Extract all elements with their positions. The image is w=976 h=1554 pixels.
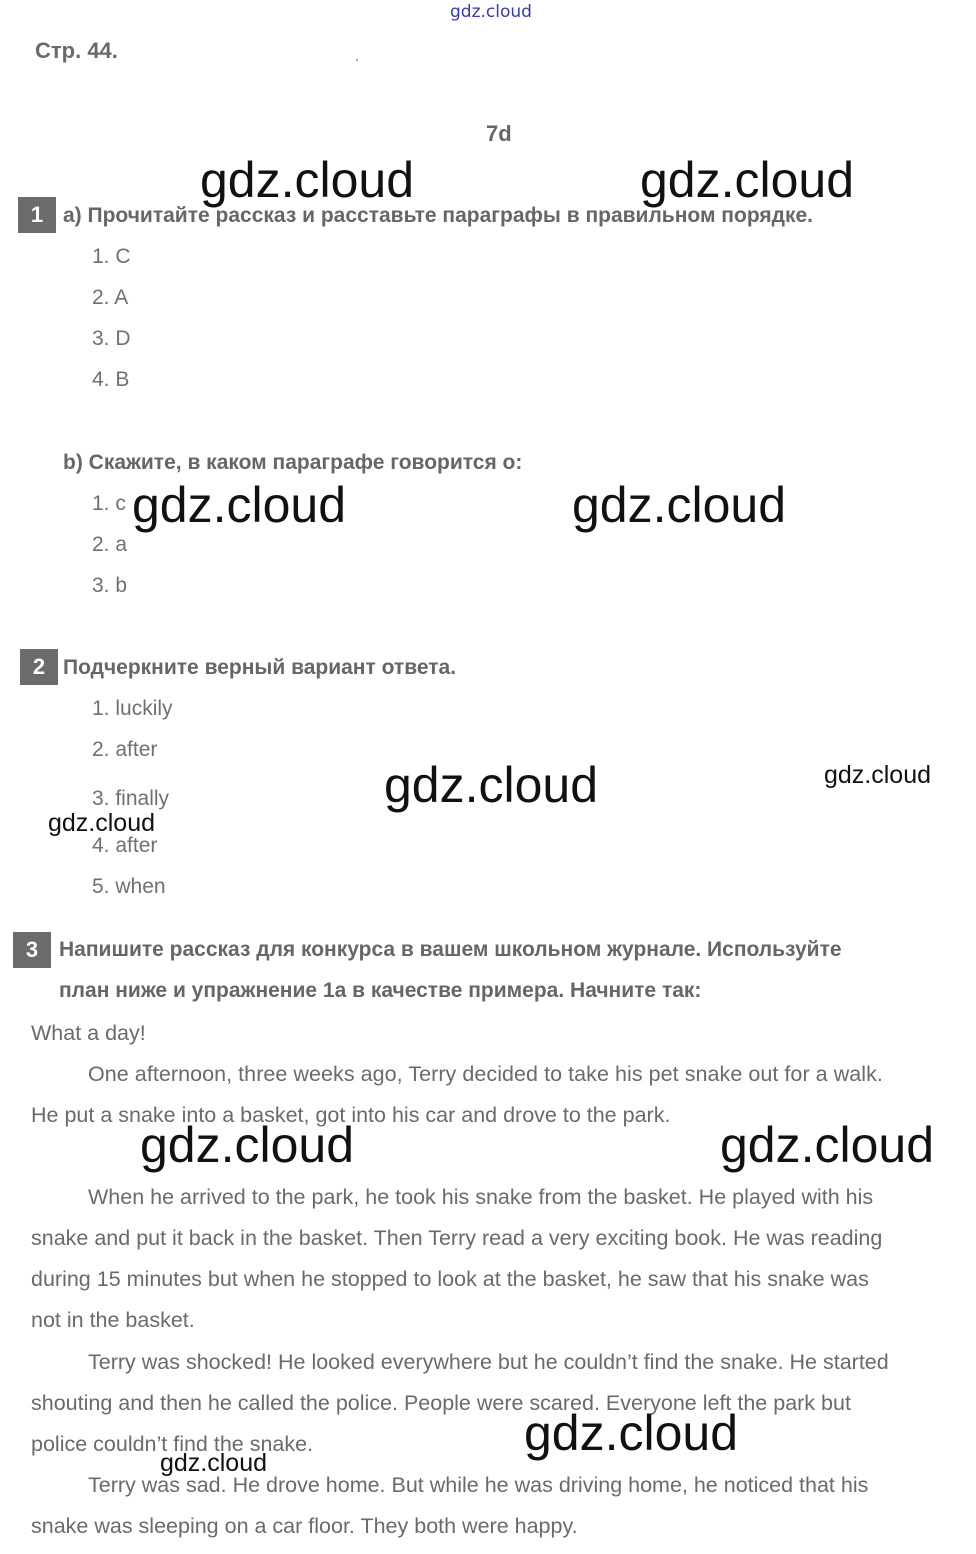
story-line: Terry was shocked! He looked everywhere but he couldn’t find the snake. He started [88, 1350, 889, 1374]
watermark: gdz.cloud [200, 152, 415, 208]
task3-instruction-line: план ниже и упражнение 1а в качестве примера. Начните так: [59, 979, 702, 1002]
task2-answer: 3. finally [92, 787, 170, 810]
story-line: snake was sleeping on a car floor. They both were happy. [31, 1514, 578, 1538]
task1b-answer: 3. b [92, 574, 128, 597]
task3-number-badge: 3 [13, 932, 51, 968]
task2-answer: 4. after [92, 834, 158, 857]
watermark: gdz.cloud [572, 477, 787, 533]
watermark: gdz.cloud [824, 761, 932, 789]
story-line: snake and put it back in the basket. Then Terry read a very exciting book. He was reading [31, 1226, 883, 1250]
story-line: during 15 minutes but when he stopped to look at the basket, he saw that his snake was [31, 1267, 869, 1291]
watermark: gdz.cloud [132, 477, 347, 533]
task2-number-badge: 2 [20, 649, 58, 685]
task1a-answer: 3. D [92, 327, 131, 350]
task1b-instruction: b) Скажите, в каком параграфе говорится о: [63, 451, 523, 474]
story-line: One afternoon, three weeks ago, Terry decided to take his pet snake out for a walk. [88, 1062, 883, 1086]
task2-answer: 5. when [92, 875, 166, 898]
watermark: gdz.cloud [384, 757, 599, 813]
story-line: Terry was sad. He drove home. But while he was driving home, he noticed that his [88, 1473, 869, 1497]
task2-instruction: Подчеркните верный вариант ответа. [63, 656, 457, 679]
watermark: gdz.cloud [48, 809, 156, 837]
story-line: not in the basket. [31, 1308, 195, 1332]
task1a-answer: 4. B [92, 368, 130, 391]
story-line: police couldn’t find the snake. [31, 1432, 314, 1456]
watermark: gdz.cloud [720, 1117, 935, 1173]
task1a-answer: 2. A [92, 286, 129, 309]
task3-instruction-line: Напишите рассказ для конкурса в вашем школьном журнале. Используйте [59, 938, 842, 961]
story-title: What a day! [31, 1021, 146, 1045]
watermark: gdz.cloud [160, 1449, 268, 1477]
page-dot: . [355, 48, 360, 65]
page-label: Стр. 44. [35, 38, 118, 63]
task1-number-badge: 1 [18, 197, 56, 233]
watermark: gdz.cloud [140, 1117, 355, 1173]
site-header: gdz.cloud [450, 2, 532, 22]
section-code: 7d [486, 121, 512, 146]
task1b-answer: 2. a [92, 533, 128, 556]
task1b-answer: 1. c [92, 492, 126, 515]
task2-answer: 1. luckily [92, 697, 173, 720]
story-line: shouting and then he called the police. People were scared. Everyone left the park but [31, 1391, 851, 1415]
watermark: gdz.cloud [524, 1405, 739, 1461]
task1a-instruction: a) Прочитайте рассказ и расставьте параграфы в правильном порядке. [63, 204, 813, 227]
task2-answer: 2. after [92, 738, 158, 761]
watermark: gdz.cloud [640, 152, 855, 208]
story-line: He put a snake into a basket, got into his car and drove to the park. [31, 1103, 671, 1127]
task1a-answer: 1. C [92, 245, 131, 268]
story-line: When he arrived to the park, he took his snake from the basket. He played with his [88, 1185, 874, 1209]
